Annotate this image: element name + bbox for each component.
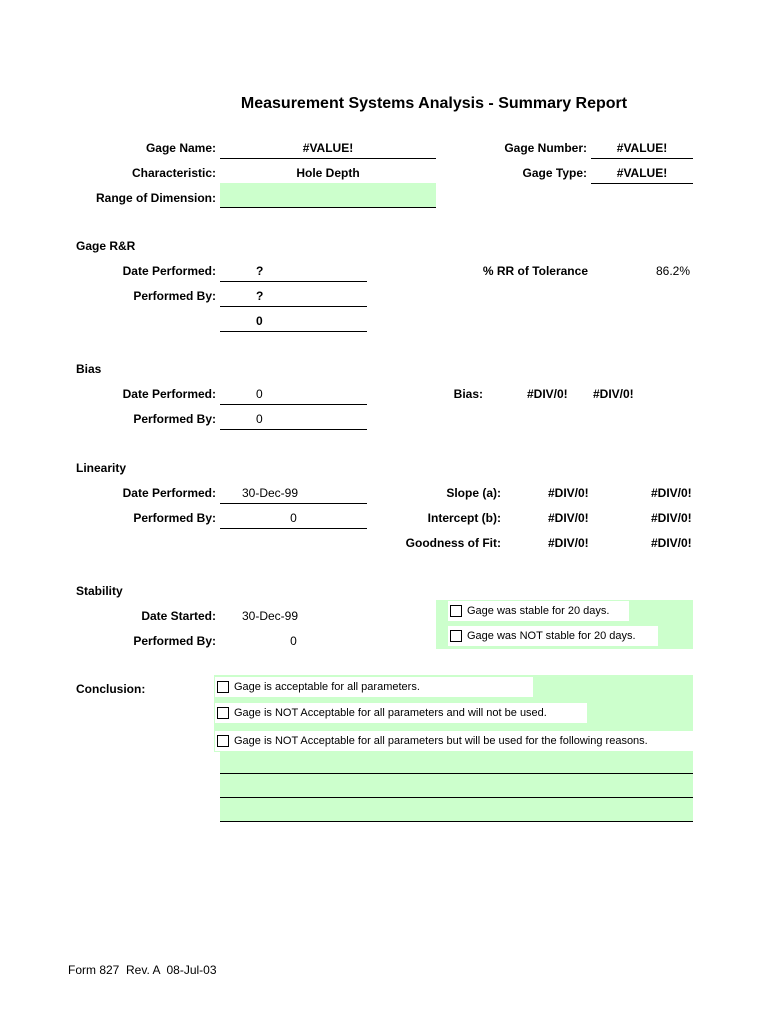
not-acceptable-checkbox-label: Gage is NOT Acceptable for all parameters and will not be used. (234, 707, 547, 719)
grr-performed-by-value: ? (256, 289, 264, 303)
slope-value-1: #DIV/0! (548, 486, 589, 500)
goodness-of-fit-value-2: #DIV/0! (651, 536, 692, 550)
rr-tolerance-value: 86.2% (655, 264, 690, 278)
linearity-performed-by-value: 0 (290, 511, 297, 525)
slope-label: Slope (a): (446, 486, 501, 500)
acceptable-checkbox[interactable] (215, 677, 533, 697)
intercept-value-1: #DIV/0! (548, 511, 589, 525)
grr-extra-field[interactable] (220, 311, 367, 332)
linearity-heading: Linearity (76, 461, 127, 475)
gage-type-field[interactable]: #VALUE! (591, 163, 693, 184)
intercept-label: Intercept (b): (427, 511, 501, 525)
checkbox-icon (217, 735, 229, 747)
stability-heading: Stability (76, 584, 123, 598)
gage-number-label: Gage Number: (504, 141, 587, 155)
gage-type-label: Gage Type: (522, 166, 587, 180)
reason-line-1[interactable] (220, 752, 693, 774)
not-acceptable-used-checkbox[interactable] (215, 731, 693, 751)
stability-date-value: 30-Dec-99 (242, 609, 299, 623)
stable-checkbox-label: Gage was stable for 20 days. (467, 605, 610, 617)
bias-performed-by-field[interactable] (220, 409, 367, 430)
not-stable-checkbox[interactable] (448, 626, 658, 646)
checkbox-icon (450, 630, 462, 642)
intercept-value-2: #DIV/0! (651, 511, 692, 525)
grr-date-field[interactable] (220, 261, 367, 282)
grr-performed-by-field[interactable] (220, 286, 367, 307)
checkbox-icon (217, 681, 229, 693)
bias-label: Bias: (453, 387, 483, 401)
bias-date-field[interactable] (220, 384, 367, 405)
bias-heading: Bias (76, 362, 102, 376)
checkbox-icon (217, 707, 229, 719)
not-acceptable-checkbox[interactable] (215, 703, 587, 723)
acceptable-checkbox-label: Gage is acceptable for all parameters. (234, 681, 420, 693)
checkbox-icon (450, 605, 462, 617)
characteristic-field[interactable]: Hole Depth (220, 163, 436, 184)
not-stable-checkbox-label: Gage was NOT stable for 20 days. (467, 630, 636, 642)
not-acceptable-used-checkbox-label: Gage is NOT Acceptable for all parameters but will be used for the following reasons. (234, 735, 648, 747)
range-of-dimension-field[interactable] (220, 183, 436, 208)
reason-line-3[interactable] (220, 798, 693, 822)
goodness-of-fit-label: Goodness of Fit: (405, 536, 501, 550)
bias-date-value: 0 (256, 387, 263, 401)
linearity-date-label: Date Performed: (122, 486, 216, 500)
gage-name-field[interactable]: #VALUE! (220, 138, 436, 159)
grr-performed-by-label: Performed By: (133, 289, 216, 303)
linearity-date-field[interactable] (220, 483, 367, 504)
linearity-date-value: 30-Dec-99 (242, 486, 299, 500)
gage-rr-heading: Gage R&R (76, 239, 136, 253)
goodness-of-fit-value-1: #DIV/0! (548, 536, 589, 550)
form-footer: Form 827 Rev. A 08-Jul-03 (68, 963, 217, 977)
reason-line-2[interactable] (220, 774, 693, 798)
linearity-performed-by-field[interactable] (220, 508, 367, 529)
gage-name-label: Gage Name: (145, 141, 216, 155)
bias-value-2: #DIV/0! (593, 387, 634, 401)
gage-number-field[interactable]: #VALUE! (591, 138, 693, 159)
stability-performed-by-value: 0 (290, 634, 297, 648)
bias-date-label: Date Performed: (122, 387, 216, 401)
grr-date-label: Date Performed: (122, 264, 216, 278)
grr-extra-value: 0 (256, 314, 263, 328)
bias-performed-by-label: Performed By: (133, 412, 216, 426)
bias-performed-by-value: 0 (256, 412, 263, 426)
stability-performed-by-label: Performed By: (133, 634, 216, 648)
range-of-dimension-label: Range of Dimension: (95, 191, 216, 205)
stability-date-label: Date Started: (141, 609, 216, 623)
page-title: Measurement Systems Analysis - Summary Report (240, 95, 628, 112)
conclusion-label: Conclusion: (76, 682, 146, 696)
linearity-performed-by-label: Performed By: (133, 511, 216, 525)
grr-date-value: ? (256, 264, 264, 278)
bias-value-1: #DIV/0! (527, 387, 568, 401)
rr-tolerance-label: % RR of Tolerance (482, 264, 588, 278)
stable-checkbox[interactable] (448, 601, 629, 621)
slope-value-2: #DIV/0! (651, 486, 692, 500)
characteristic-label: Characteristic: (131, 166, 216, 180)
